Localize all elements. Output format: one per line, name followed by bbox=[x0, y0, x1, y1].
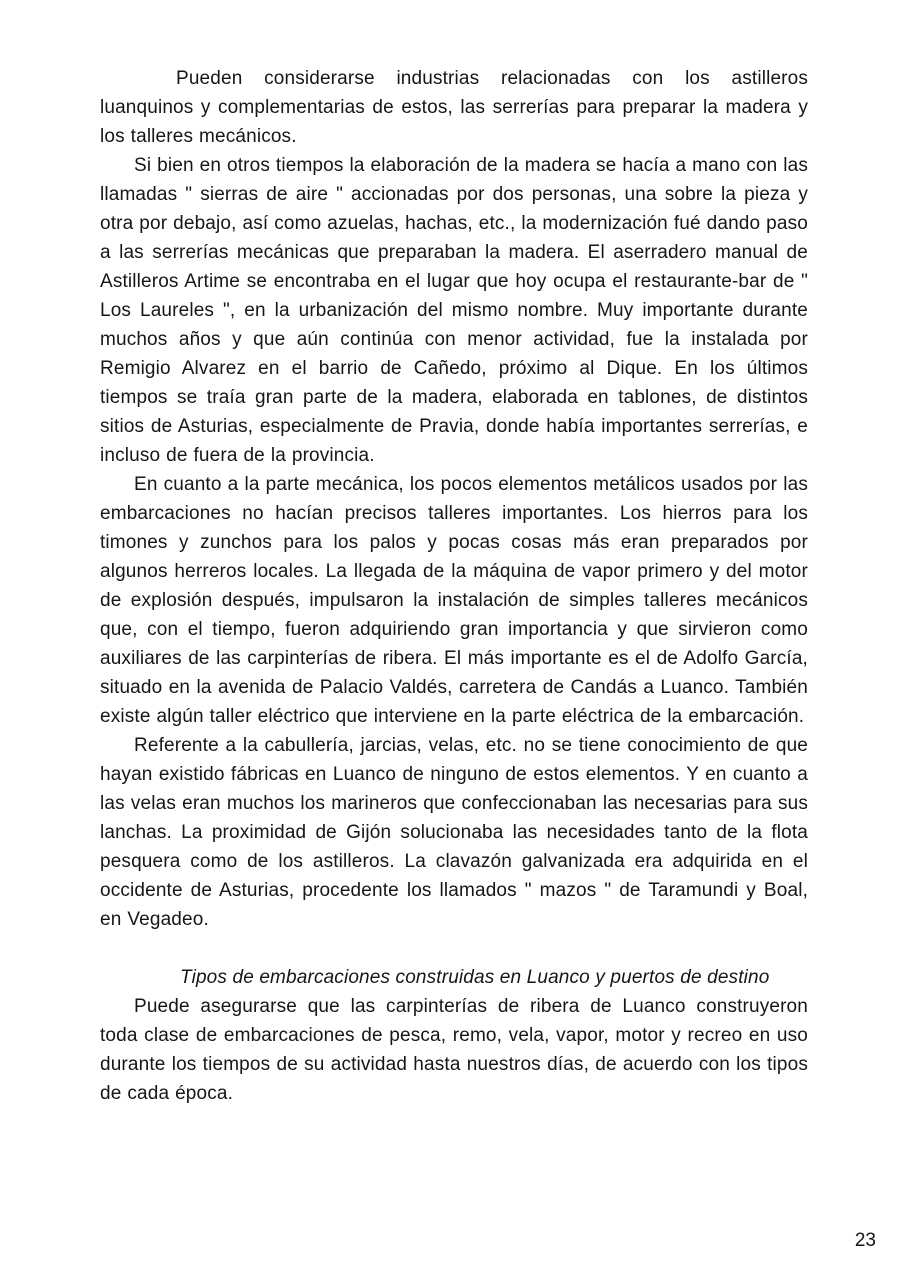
paragraph-sawmills: Si bien en otros tiempos la elaboración de la madera se hacía a mano con las llamadas " sierras de aire " accionadas por dos personas, una sobre la pieza y otra por debajo, así como azuelas, hachas, etc., la modernización fué dando paso a las serrerías mecánicas que preparaban la madera. El aserradero manual de Astilleros Artime se encontraba en el lugar que hoy ocupa el restaurante-bar de " Los Laureles ", en la urbanización del mismo nombre. Muy importante durante muchos años y que aún continúa con menor actividad, fue la instalada por Remigio Alvarez en el barrio de Cañedo, próximo al Dique. En los últimos tiempos se traía gran parte de la madera, elaborada en tablones, de distintos sitios de Asturias, especialmente de Pravia, donde había importantes serrerías, e incluso de fuera de la provincia. bbox=[100, 155, 808, 466]
page-number: 23 bbox=[854, 1230, 876, 1251]
paragraph-rigging-supplies: Referente a la cabullería, jarcias, velas, etc. no se tiene conocimiento de que hayan existido fábricas en Luanco de ninguno de estos elementos. Y en cuanto a las velas eran muchos los marineros que confeccionaban las necesarias para sus lanchas. La proximidad de Gijón solucionaba las necesidades tanto de la flota pesquera como de los astilleros. La clavazón galvanizada era adquirida en el occidente de Asturias, procedente los llamados " mazos " de Taramundi y Boal, en Vegadeo. bbox=[100, 735, 808, 930]
paragraph-boat-types: Puede asegurarse que las carpinterías de ribera de Luanco construyeron toda clase de embarcaciones de pesca, remo, vela, vapor, motor y recreo en uso durante los tiempos de su actividad hasta nuestros días, de acuerdo con los tipos de cada época. bbox=[100, 996, 808, 1104]
paragraph-mechanical-workshops: En cuanto a la parte mecánica, los pocos elementos metálicos usados por las embarcaciones no hacían precisos talleres importantes. Los hierros para los timones y zunchos para los palos y pocas cosas más eran preparados por algunos herreros locales. La llegada de la máquina de vapor primero y del motor de explosión después, impulsaron la instalación de simples talleres mecánicos que, con el tiempo, fueron adquiriendo gran importancia y que sirvieron como auxiliares de las carpinterías de ribera. El más importante es el de Adolfo García, situado en la avenida de Palacio Valdés, carretera de Candás a Luanco. También existe algún taller eléctrico que interviene en la parte eléctrica de la embarcación. bbox=[100, 474, 808, 727]
section-heading: Tipos de embarcaciones construidas en Luanco y puertos de destino bbox=[180, 967, 770, 988]
paragraph-industries-intro: Pueden considerarse industrias relacionadas con los astilleros luanquinos y complementarias de estos, las serrerías para preparar la madera y los talleres mecánicos. bbox=[100, 68, 808, 147]
